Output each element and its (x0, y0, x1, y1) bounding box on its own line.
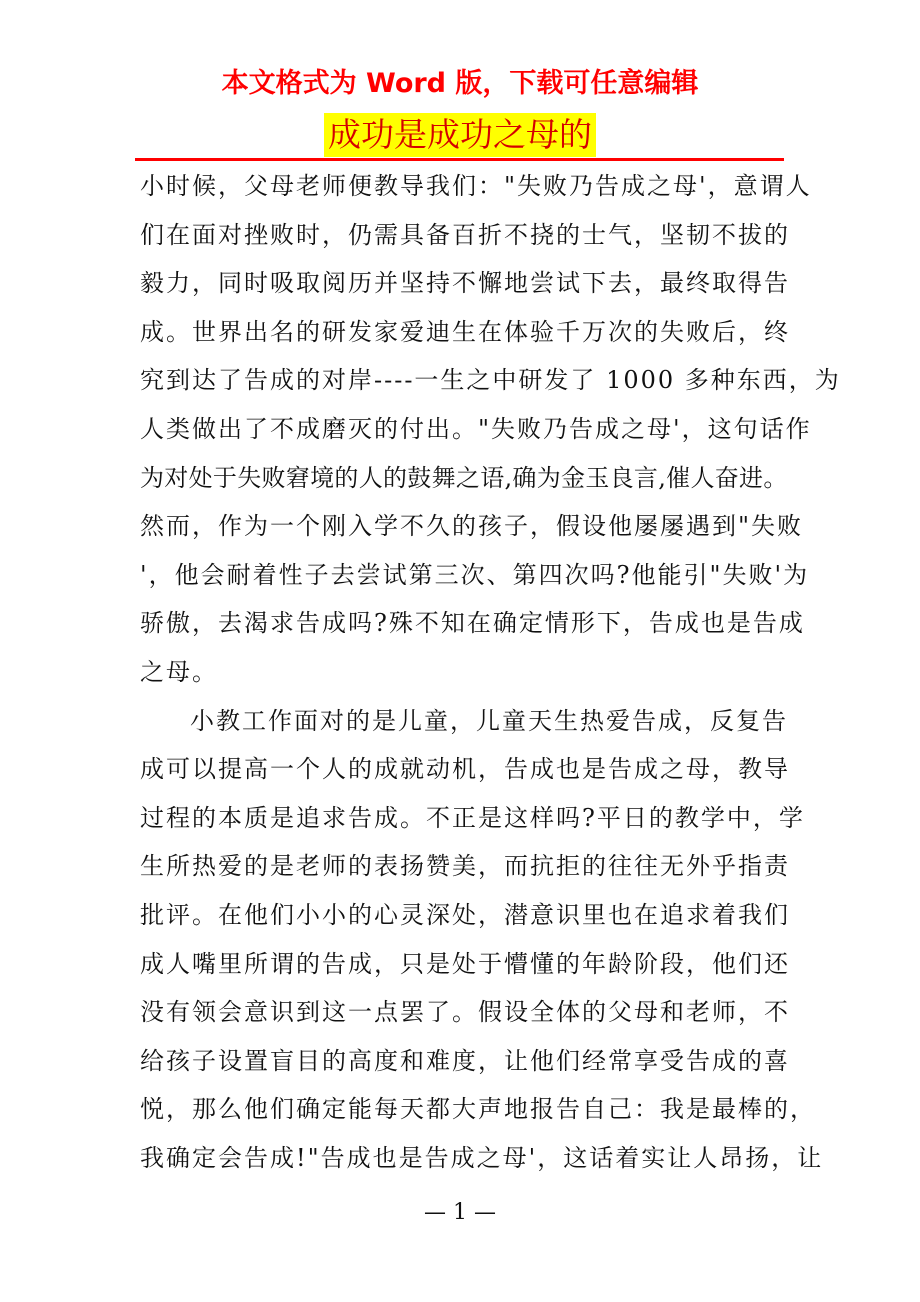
text-line: 究到达了告成的对岸----一生之中研发了 1000 多种东西，为 (140, 366, 841, 395)
text-line: 批评。在他们小小的心灵深处，潜意识里也在追求着我们 (140, 900, 790, 929)
document-body (140, 166, 841, 1186)
text-line: 之母。 (140, 657, 218, 686)
text-line: 毅力，同时吸取阅历并坚持不懈地尝试下去，最终取得告 (140, 269, 790, 298)
text-line: 悦，那么他们确定能每天都大声地报告自己：我是最棒的， (140, 1095, 816, 1124)
text-line: 然而，作为一个刚入学不久的孩子，假设他屡屡遇到"失败 (140, 512, 804, 541)
text-line: 成。世界出名的研发家爱迪生在体验千万次的失败后，终 (140, 317, 790, 346)
format-notice-banner: 本文格式为 Word 版，下载可任意编辑 (221, 68, 699, 99)
title-container (0, 113, 920, 157)
text-line: 过程的本质是追求告成。不正是这样吗?平日的教学中，学 (140, 803, 805, 832)
text-line: 生所热爱的是老师的表扬赞美，而抗拒的往往无外乎指责 (140, 852, 790, 881)
text-line: 为对处于失败窘境的人的鼓舞之语,确为金玉良言,催人奋进。 (140, 463, 788, 492)
text-line: 小时候，父母老师便教导我们："失败乃告成之母'，意谓人 (140, 172, 812, 200)
paragraph-2 (140, 701, 824, 1187)
text-line: 小教工作面对的是儿童，儿童天生热爱告成，反复告 (190, 706, 788, 735)
page-number: — 1 — (424, 1200, 496, 1225)
text-line: 们在面对挫败时，仍需具备百折不挠的士气，坚韧不拔的 (140, 220, 790, 249)
text-line: 没有领会意识到这一点罢了。假设全体的父母和老师，不 (140, 998, 790, 1027)
text-line: '，他会耐着性子去尝试第三次、第四次吗?他能引"失败'为 (140, 560, 810, 589)
text-line: 人类做出了不成磨灭的付出。"失败乃告成之母'，这句话作 (140, 414, 812, 443)
paragraph-1 (140, 166, 841, 701)
text-line: 骄傲，去渴求告成吗?殊不知在确定情形下，告成也是告成 (140, 609, 805, 638)
document-title: 成功是成功之母的 (324, 113, 596, 157)
text-line: 成可以提高一个人的成就动机，告成也是告成之母，教导 (140, 755, 790, 784)
text-line: 我确定会告成!"告成也是告成之母'，这话着实让人昂扬，让 (140, 1143, 824, 1172)
text-line: 成人嘴里所谓的告成，只是处于懵懂的年龄阶段，他们还 (140, 949, 790, 978)
title-divider (135, 158, 784, 161)
text-line: 给孩子设置盲目的高度和难度，让他们经常享受告成的喜 (140, 1046, 790, 1075)
